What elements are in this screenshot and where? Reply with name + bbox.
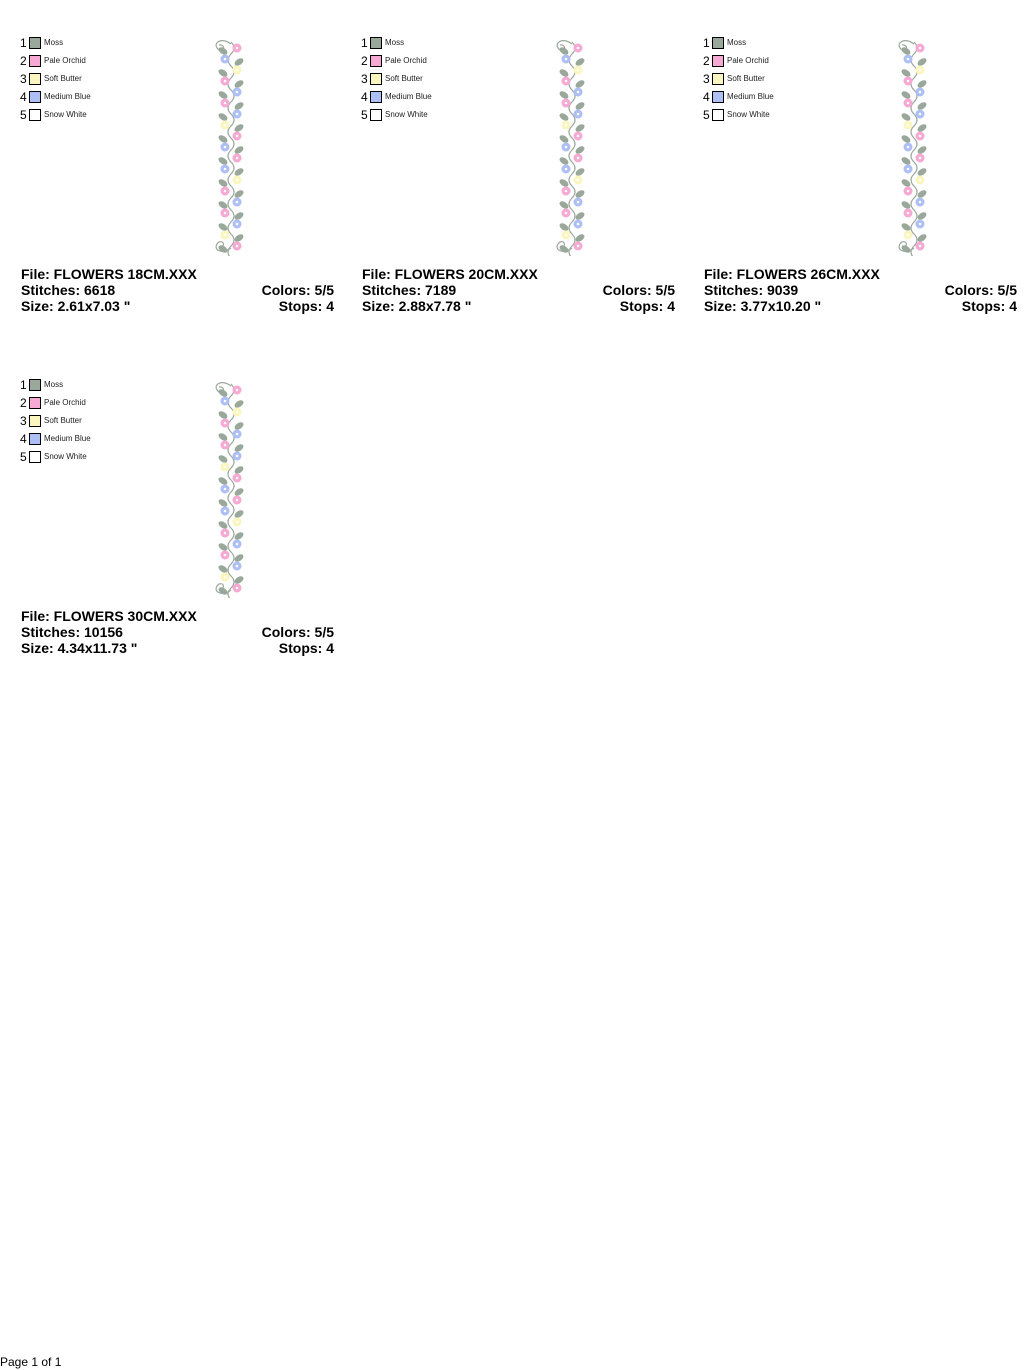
- palette-number: 3: [20, 414, 27, 428]
- flower-center: [577, 223, 580, 226]
- design-card: [697, 8, 1017, 314]
- leaf: [233, 145, 245, 156]
- palette-color-name: Snow White: [385, 110, 428, 119]
- stitch-count: Stitches: 9039: [704, 282, 799, 298]
- leaf: [900, 222, 912, 233]
- palette-row: [20, 394, 91, 412]
- design-size: Size: 2.61x7.03 ": [21, 298, 131, 314]
- flower-center: [565, 146, 568, 149]
- flower-center: [907, 212, 910, 215]
- flower-center: [577, 179, 580, 182]
- flower-center: [919, 157, 922, 160]
- leaf: [233, 443, 245, 454]
- leaf: [217, 410, 229, 421]
- palette-number: 5: [703, 108, 710, 122]
- flower-center: [224, 146, 227, 149]
- flower-center: [236, 499, 239, 502]
- leaf: [558, 68, 570, 79]
- palette-row: [703, 52, 774, 70]
- color-swatch: [712, 55, 724, 67]
- palette-color-name: Soft Butter: [385, 74, 423, 83]
- flower-center: [224, 212, 227, 215]
- palette-row: [703, 34, 774, 52]
- color-swatch: [29, 55, 41, 67]
- flower-center: [236, 135, 239, 138]
- color-swatch: [29, 451, 41, 463]
- palette-row: [361, 70, 432, 88]
- palette-row: [703, 106, 774, 124]
- palette-row: [20, 412, 91, 430]
- embroidery-design-preview: [209, 378, 253, 598]
- palette-color-name: Pale Orchid: [385, 56, 427, 65]
- embroidery-design-preview: [892, 36, 936, 256]
- flower-center: [224, 422, 227, 425]
- palette-row: [361, 34, 432, 52]
- palette-row: [20, 88, 91, 106]
- leaf: [233, 167, 245, 178]
- flower-center: [236, 157, 239, 160]
- flower-center: [577, 91, 580, 94]
- leaf: [233, 553, 245, 564]
- file-name: File: FLOWERS 30CM.XXX: [21, 608, 197, 624]
- palette-number: 5: [20, 450, 27, 464]
- leaf: [217, 222, 229, 233]
- palette-row: [703, 88, 774, 106]
- leaf: [217, 564, 229, 575]
- flower-center: [236, 91, 239, 94]
- leaf: [233, 211, 245, 222]
- leaf: [217, 134, 229, 145]
- leaf: [233, 399, 245, 410]
- flower-center: [919, 91, 922, 94]
- leaf: [916, 233, 928, 244]
- embroidery-design-preview: [209, 36, 253, 256]
- stop-count: Stops: 4: [278, 640, 334, 656]
- palette-number: 4: [703, 90, 710, 104]
- flower-center: [236, 389, 239, 392]
- color-swatch: [712, 73, 724, 85]
- leaf: [558, 156, 570, 167]
- color-swatch: [712, 37, 724, 49]
- leaf: [217, 542, 229, 553]
- flower-center: [224, 444, 227, 447]
- flower-center: [236, 521, 239, 524]
- flower-center: [907, 102, 910, 105]
- flower-center: [919, 201, 922, 204]
- flower-center: [577, 245, 580, 248]
- leaf: [900, 112, 912, 123]
- leaf: [900, 134, 912, 145]
- flower-center: [224, 554, 227, 557]
- flower-center: [224, 234, 227, 237]
- design-info: [21, 266, 334, 314]
- stitch-count: Stitches: 6618: [21, 282, 116, 298]
- leaf: [233, 531, 245, 542]
- leaf: [217, 200, 229, 211]
- leaf: [558, 178, 570, 189]
- leaf: [217, 68, 229, 79]
- flower-center: [224, 576, 227, 579]
- thread-palette: [361, 34, 432, 124]
- color-count: Colors: 5/5: [944, 282, 1017, 298]
- flower-center: [236, 69, 239, 72]
- leaf: [916, 57, 928, 68]
- flower-center: [577, 69, 580, 72]
- leaf: [217, 156, 229, 167]
- leaf: [233, 189, 245, 200]
- palette-row: [20, 52, 91, 70]
- palette-number: 4: [361, 90, 368, 104]
- leaf: [574, 101, 586, 112]
- file-name: File: FLOWERS 18CM.XXX: [21, 266, 197, 282]
- color-swatch: [370, 55, 382, 67]
- leaf: [574, 211, 586, 222]
- flower-center: [565, 58, 568, 61]
- flower-center: [907, 168, 910, 171]
- leaf: [233, 101, 245, 112]
- palette-color-name: Pale Orchid: [727, 56, 769, 65]
- flower-center: [577, 113, 580, 116]
- palette-color-name: Medium Blue: [385, 92, 432, 101]
- palette-color-name: Snow White: [44, 110, 87, 119]
- leaf: [217, 476, 229, 487]
- stop-count: Stops: 4: [619, 298, 675, 314]
- palette-number: 3: [703, 72, 710, 86]
- palette-number: 3: [361, 72, 368, 86]
- palette-number: 1: [20, 378, 27, 392]
- color-swatch: [29, 37, 41, 49]
- stop-count: Stops: 4: [278, 298, 334, 314]
- flower-center: [919, 223, 922, 226]
- leaf: [558, 134, 570, 145]
- palette-row: [20, 430, 91, 448]
- leaf: [916, 189, 928, 200]
- leaf: [233, 57, 245, 68]
- flower-center: [919, 179, 922, 182]
- leaf: [217, 112, 229, 123]
- flower-center: [236, 47, 239, 50]
- leaf: [217, 178, 229, 189]
- palette-color-name: Pale Orchid: [44, 56, 86, 65]
- design-size: Size: 3.77x10.20 ": [704, 298, 822, 314]
- leaf: [900, 68, 912, 79]
- color-swatch: [370, 73, 382, 85]
- flower-center: [565, 190, 568, 193]
- flower-center: [907, 124, 910, 127]
- leaf: [574, 79, 586, 90]
- leaf: [916, 79, 928, 90]
- flower-center: [236, 223, 239, 226]
- palette-number: 5: [361, 108, 368, 122]
- flower-center: [236, 477, 239, 480]
- palette-number: 2: [20, 54, 27, 68]
- palette-number: 2: [361, 54, 368, 68]
- design-info: [704, 266, 1017, 314]
- stitch-count: Stitches: 7189: [362, 282, 457, 298]
- flower-center: [236, 543, 239, 546]
- flower-center: [565, 168, 568, 171]
- leaf: [558, 200, 570, 211]
- leaf: [574, 57, 586, 68]
- leaf: [916, 167, 928, 178]
- leaf: [900, 156, 912, 167]
- flower-center: [919, 135, 922, 138]
- flower-center: [919, 69, 922, 72]
- palette-row: [20, 106, 91, 124]
- flower-center: [224, 532, 227, 535]
- flower-center: [236, 455, 239, 458]
- flower-center: [236, 411, 239, 414]
- color-swatch: [29, 109, 41, 121]
- palette-number: 5: [20, 108, 27, 122]
- flower-center: [236, 587, 239, 590]
- palette-number: 2: [703, 54, 710, 68]
- palette-row: [20, 448, 91, 466]
- color-swatch: [370, 109, 382, 121]
- design-card: [14, 350, 334, 656]
- leaf: [233, 421, 245, 432]
- stitch-count: Stitches: 10156: [21, 624, 123, 640]
- flower-center: [565, 80, 568, 83]
- palette-color-name: Moss: [727, 38, 747, 47]
- leaf: [233, 487, 245, 498]
- flower-center: [919, 113, 922, 116]
- leaf: [233, 233, 245, 244]
- flower-center: [565, 124, 568, 127]
- color-count: Colors: 5/5: [602, 282, 675, 298]
- flower-center: [224, 466, 227, 469]
- flower-center: [224, 400, 227, 403]
- leaf: [558, 90, 570, 101]
- leaf: [233, 465, 245, 476]
- flower-center: [236, 113, 239, 116]
- palette-number: 4: [20, 90, 27, 104]
- flower-center: [224, 488, 227, 491]
- design-info: [21, 608, 334, 656]
- palette-number: 1: [703, 36, 710, 50]
- palette-number: 4: [20, 432, 27, 446]
- flower-center: [236, 179, 239, 182]
- leaf: [574, 233, 586, 244]
- palette-number: 2: [20, 396, 27, 410]
- flower-center: [224, 124, 227, 127]
- flower-center: [577, 157, 580, 160]
- flower-center: [577, 47, 580, 50]
- leaf: [574, 189, 586, 200]
- flower-center: [224, 102, 227, 105]
- palette-number: 3: [20, 72, 27, 86]
- flower-center: [565, 212, 568, 215]
- palette-row: [20, 376, 91, 394]
- palette-color-name: Soft Butter: [44, 416, 82, 425]
- palette-color-name: Pale Orchid: [44, 398, 86, 407]
- palette-row: [361, 52, 432, 70]
- leaf: [916, 145, 928, 156]
- palette-row: [20, 70, 91, 88]
- palette-color-name: Snow White: [727, 110, 770, 119]
- flower-center: [224, 58, 227, 61]
- flower-center: [919, 47, 922, 50]
- design-info: [362, 266, 675, 314]
- leaf: [916, 101, 928, 112]
- flower-center: [907, 80, 910, 83]
- flower-center: [565, 234, 568, 237]
- color-swatch: [29, 397, 41, 409]
- color-swatch: [29, 379, 41, 391]
- color-count: Colors: 5/5: [261, 624, 334, 640]
- flower-center: [236, 245, 239, 248]
- palette-color-name: Medium Blue: [44, 92, 91, 101]
- design-card: [355, 8, 675, 314]
- leaf: [574, 123, 586, 134]
- flower-center: [577, 201, 580, 204]
- flower-center: [224, 80, 227, 83]
- leaf: [574, 145, 586, 156]
- stop-count: Stops: 4: [961, 298, 1017, 314]
- leaf: [217, 520, 229, 531]
- leaf: [233, 79, 245, 90]
- file-name: File: FLOWERS 26CM.XXX: [704, 266, 880, 282]
- leaf: [558, 112, 570, 123]
- leaf: [574, 167, 586, 178]
- flower-center: [577, 135, 580, 138]
- flower-center: [236, 565, 239, 568]
- flower-center: [224, 190, 227, 193]
- flower-center: [907, 234, 910, 237]
- leaf: [558, 222, 570, 233]
- thread-palette: [703, 34, 774, 124]
- thread-palette: [20, 34, 91, 124]
- leaf: [900, 200, 912, 211]
- color-swatch: [29, 73, 41, 85]
- leaf: [217, 90, 229, 101]
- palette-color-name: Medium Blue: [727, 92, 774, 101]
- leaf: [900, 90, 912, 101]
- flower-center: [907, 58, 910, 61]
- file-name: File: FLOWERS 20CM.XXX: [362, 266, 538, 282]
- color-swatch: [370, 37, 382, 49]
- color-swatch: [29, 91, 41, 103]
- flower-center: [224, 510, 227, 513]
- palette-color-name: Soft Butter: [44, 74, 82, 83]
- color-swatch: [29, 415, 41, 427]
- flower-center: [565, 102, 568, 105]
- flower-center: [907, 146, 910, 149]
- leaf: [233, 575, 245, 586]
- flower-center: [236, 433, 239, 436]
- leaf: [233, 509, 245, 520]
- page-indicator: Page 1 of 1: [0, 1355, 62, 1369]
- leaf: [217, 498, 229, 509]
- palette-color-name: Moss: [44, 38, 64, 47]
- embroidery-design-preview: [550, 36, 594, 256]
- color-swatch: [712, 91, 724, 103]
- palette-number: 1: [361, 36, 368, 50]
- leaf: [217, 454, 229, 465]
- palette-row: [361, 88, 432, 106]
- leaf: [233, 123, 245, 134]
- leaf: [900, 178, 912, 189]
- palette-color-name: Soft Butter: [727, 74, 765, 83]
- palette-color-name: Medium Blue: [44, 434, 91, 443]
- design-card: [14, 8, 334, 314]
- palette-color-name: Moss: [44, 380, 64, 389]
- leaf: [916, 123, 928, 134]
- palette-number: 1: [20, 36, 27, 50]
- color-swatch: [29, 433, 41, 445]
- leaf: [916, 211, 928, 222]
- palette-row: [20, 34, 91, 52]
- color-swatch: [712, 109, 724, 121]
- leaf: [217, 432, 229, 443]
- flower-center: [224, 168, 227, 171]
- color-count: Colors: 5/5: [261, 282, 334, 298]
- palette-row: [361, 106, 432, 124]
- design-size: Size: 4.34x11.73 ": [21, 640, 138, 656]
- flower-center: [236, 201, 239, 204]
- palette-color-name: Moss: [385, 38, 405, 47]
- palette-color-name: Snow White: [44, 452, 87, 461]
- palette-row: [703, 70, 774, 88]
- design-size: Size: 2.88x7.78 ": [362, 298, 472, 314]
- color-swatch: [370, 91, 382, 103]
- thread-palette: [20, 376, 91, 466]
- flower-center: [907, 190, 910, 193]
- flower-center: [919, 245, 922, 248]
